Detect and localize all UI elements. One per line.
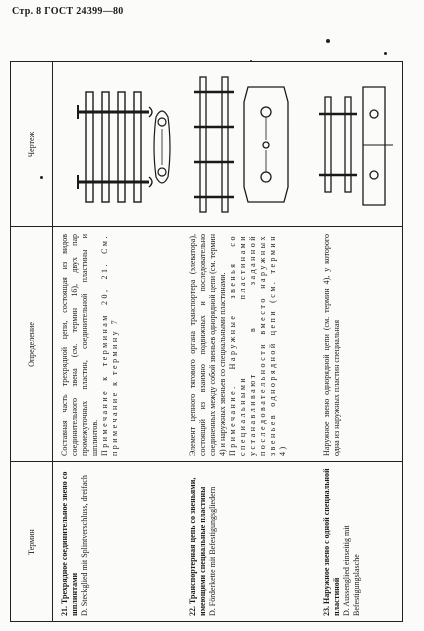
term-german: D. Förderkette mit Befestigungsgliedern: [208, 486, 217, 616]
column-header-drawing: Чертеж: [10, 62, 53, 227]
attachment-plate: [363, 87, 385, 205]
page-header: Стр. 8 ГОСТ 24399—80: [12, 6, 124, 17]
definition-text: Элемент цепного тягового органа транспортера (элеватора), состоящий из взаимно подвижных и последовательно соединенных между собой звеньев однорядной цепи (см. термин 4) и наружных звеньев со специальными пластинами.: [188, 234, 227, 456]
outer-link-attachment-drawing: [315, 72, 397, 217]
entry-number: 21.: [60, 606, 69, 616]
term-name: Трехрядное соединительное звено со шплинтами: [60, 471, 79, 616]
entry-23-definition: [322, 234, 342, 456]
triple-connecting-link-drawing: [56, 72, 176, 217]
entry-21-term: [60, 466, 90, 616]
term-german: D. Steckglied mit Splintverschluss, dreifach: [80, 475, 89, 616]
term-name: Наружное звено с одной специальной пластиной: [322, 468, 341, 616]
scan-speck: [250, 60, 252, 62]
link-plate: [86, 92, 93, 202]
scan-speck: [326, 39, 330, 43]
definition-note: Примечание. Наружные звенья со специальными пластинами устанавливают в заданной последовательности вместо наружных звеньев однорядной цепи (см. термин 4): [228, 234, 287, 456]
scan-speck: [40, 176, 43, 179]
definition-note: Примечание к терминам 20, 21. См. примечание к термину 7: [100, 234, 119, 456]
link-plate: [102, 92, 109, 202]
entry-23-term: [322, 466, 362, 616]
term-name: Транспортерная цепь со звеньями, имеющими специальные пластины: [188, 477, 207, 616]
entry-number: 22.: [188, 606, 197, 616]
entry-21-definition: [60, 234, 120, 456]
entry-number: 23.: [322, 606, 331, 616]
definition-text: Составная часть трехрядной цепи, состоящая из видов соединительного звена (см. термин 16), двух пар промежуточных пластин, соединительной пластины и шплинтов.: [60, 234, 99, 456]
attachment-plate: [244, 87, 288, 202]
terms-table: [10, 62, 402, 622]
column-header-term: Термин: [10, 462, 53, 622]
link-plate: [134, 92, 141, 202]
column-header-definition: Определение: [10, 227, 53, 462]
column-divider: [10, 461, 402, 462]
conveyor-chain-drawing: [188, 72, 308, 217]
entry-22-definition: [188, 234, 288, 456]
rotated-table-area: [10, 62, 402, 622]
entry-22-term: [188, 466, 218, 616]
link-plate: [118, 92, 125, 202]
definition-text: Наружное звено однорядной цепи (см. термин 4), у которого одна из наружных пластин специальная: [322, 234, 341, 456]
term-german: D. Aussenglied einseitig mit Befestigungslasche: [342, 525, 361, 616]
scan-speck: [384, 52, 387, 55]
plate-side-view: [154, 111, 170, 183]
column-divider: [10, 226, 402, 227]
